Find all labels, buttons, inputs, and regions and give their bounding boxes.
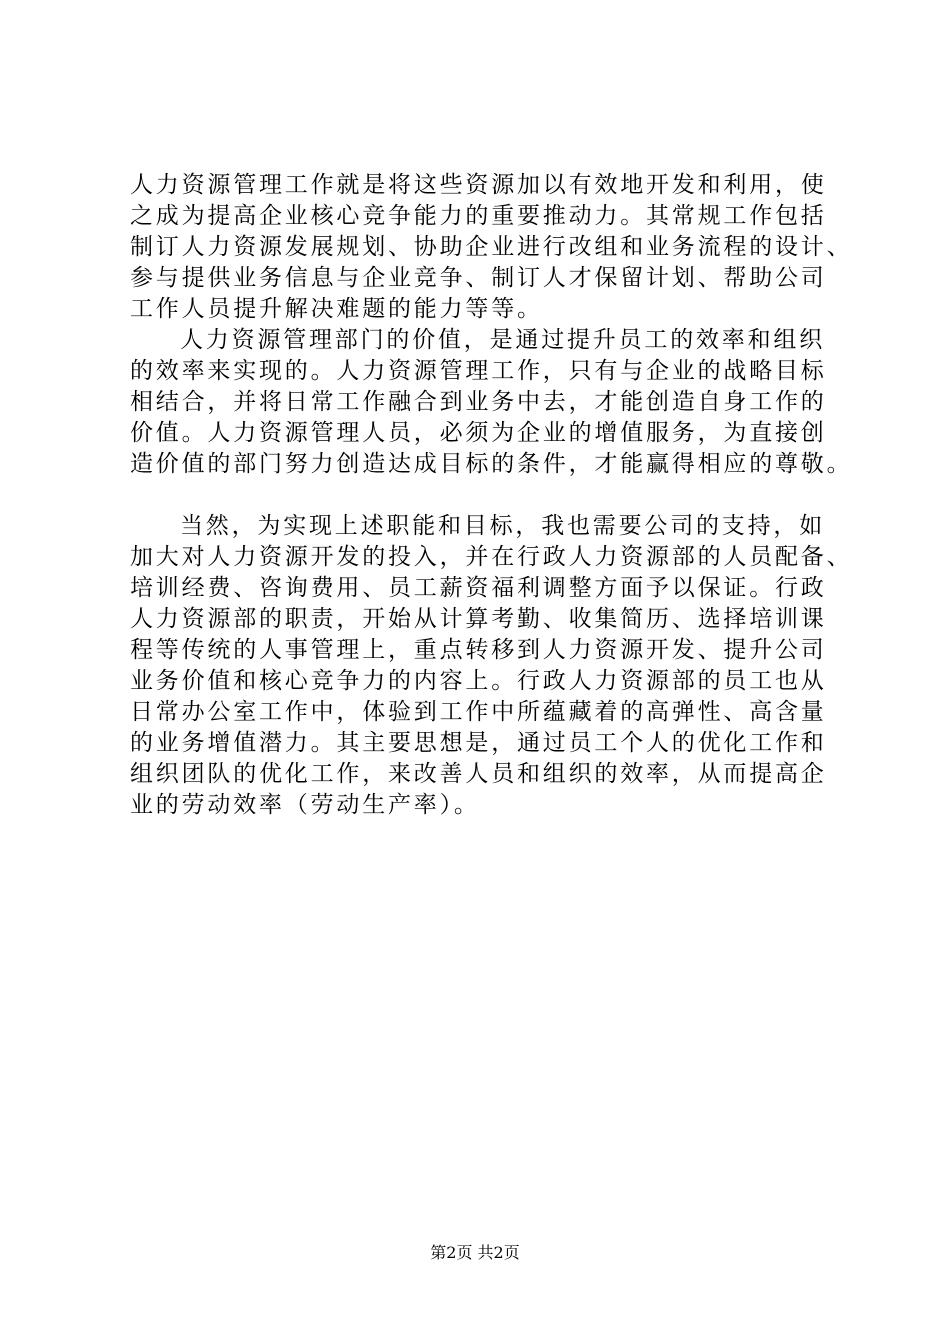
text-line: 加大对人力资源开发的投入，并在行政人力资源部的人员配备、 [130, 544, 853, 570]
paragraph-1 [130, 170, 853, 325]
page-number-footer: 第2页 共2页 [430, 1243, 520, 1262]
text-line: 的业务增值潜力。其主要思想是，通过员工个人的优化工作和 [130, 730, 827, 756]
text-line: 人力资源管理工作就是将这些资源加以有效地开发和利用，使 [130, 172, 827, 198]
text-line: 当然，为实现上述职能和目标，我也需要公司的支持，如 [180, 513, 825, 539]
document-body [130, 170, 853, 821]
paragraph-gap [130, 480, 830, 511]
text-line: 工作人员提升解决难题的能力等等。 [130, 296, 543, 322]
text-line: 程等传统的人事管理上，重点转移到人力资源开发、提升公司 [130, 637, 827, 663]
text-line: 人力资源部的职责，开始从计算考勤、收集简历、选择培训课 [130, 606, 827, 632]
paragraph-3 [130, 511, 853, 821]
text-line: 的效率来实现的。人力资源管理工作，只有与企业的战略目标 [130, 358, 827, 384]
text-line: 培训经费、咨询费用、员工薪资福利调整方面予以保证。行政 [130, 575, 827, 601]
text-line: 相结合，并将日常工作融合到业务中去，才能创造自身工作的 [130, 389, 827, 415]
text-line: 业务价值和核心竞争力的内容上。行政人力资源部的员工也从 [130, 668, 827, 694]
text-line: 之成为提高企业核心竞争能力的重要推动力。其常规工作包括 [130, 203, 827, 229]
text-line: 制订人力资源发展规划、协助企业进行改组和业务流程的设计、 [130, 234, 853, 260]
text-line: 日常办公室工作中，体验到工作中所蕴藏着的高弹性、高含量 [130, 699, 827, 725]
text-line: 造价值的部门努力创造达成目标的条件，才能赢得相应的尊敬。 [130, 451, 853, 477]
text-line: 组织团队的优化工作，来改善人员和组织的效率，从而提高企 [130, 761, 827, 787]
paragraph-2 [130, 325, 853, 480]
text-line: 人力资源管理部门的价值，是通过提升员工的效率和组织 [180, 327, 825, 353]
text-line: 价值。人力资源管理人员，必须为企业的增值服务，为直接创 [130, 420, 827, 446]
text-line: 参与提供业务信息与企业竞争、制订人才保留计划、帮助公司 [130, 265, 827, 291]
text-line: 业的劳动效率（劳动生产率）。 [130, 792, 480, 818]
